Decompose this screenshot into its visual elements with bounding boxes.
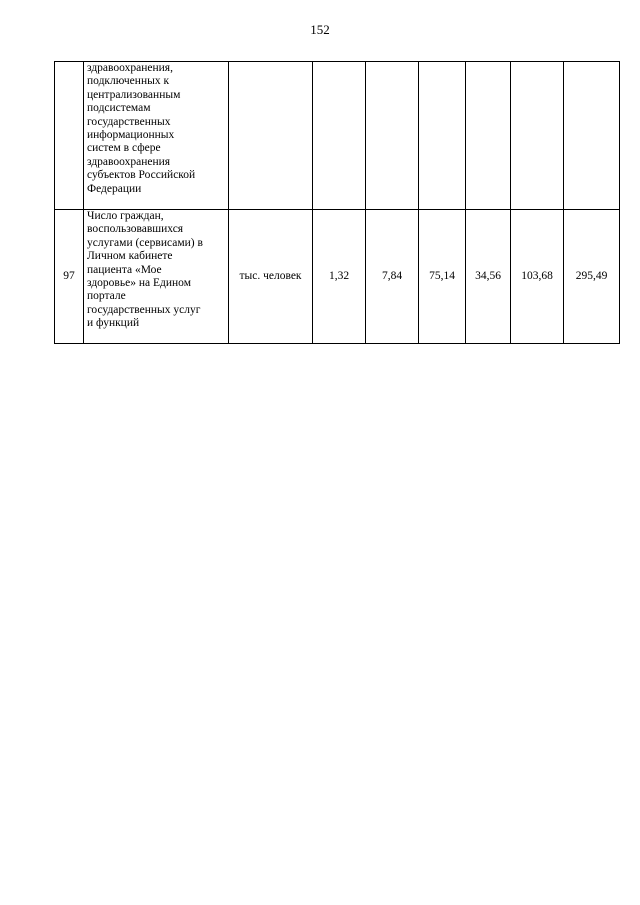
value-cell <box>564 62 620 210</box>
value-cell: 34,56 <box>466 210 511 344</box>
value-cell: 7,84 <box>366 210 419 344</box>
value-cell <box>313 62 366 210</box>
row-number-cell: 97 <box>55 210 84 344</box>
name-line: подключенных к <box>87 75 170 88</box>
name-line: здравоохранения <box>87 155 171 168</box>
name-line: Число граждан, <box>87 210 164 222</box>
value-cell: 1,32 <box>313 210 366 344</box>
name-line: здравоохранения, <box>87 62 173 74</box>
name-line: Личном кабинете <box>87 250 173 263</box>
name-line: информационных <box>87 129 175 142</box>
value-cell <box>366 62 419 210</box>
data-table <box>54 61 620 344</box>
indicator-name-cell <box>84 62 229 210</box>
value-cell <box>419 62 466 210</box>
page-number: 152 <box>310 22 330 37</box>
table-row <box>55 210 620 344</box>
name-line: портале <box>87 290 126 303</box>
name-line: воспользовавшихся <box>87 223 184 236</box>
name-line: пациента «Мое <box>87 263 162 276</box>
name-line: государственных <box>87 115 171 128</box>
unit-cell <box>229 62 313 210</box>
name-line: систем в сфере <box>87 142 161 155</box>
name-line: подсистемам <box>87 102 151 115</box>
name-line: субъектов Российской <box>87 169 196 182</box>
table-row <box>55 62 620 210</box>
name-line: централизованным <box>87 88 181 101</box>
value-cell: 75,14 <box>419 210 466 344</box>
name-line: и функций <box>87 317 140 330</box>
value-cell: 103,68 <box>511 210 564 344</box>
value-cell <box>511 62 564 210</box>
name-line: Федерации <box>87 182 142 195</box>
value-cell <box>466 62 511 210</box>
value-cell: 295,49 <box>564 210 620 344</box>
row-number-cell <box>55 62 84 210</box>
indicator-name-cell <box>84 210 229 344</box>
name-line: здоровье» на Едином <box>87 277 191 290</box>
unit-cell: тыс. человек <box>229 210 313 344</box>
name-line: государственных услуг <box>87 303 201 316</box>
name-line: услугами (сервисами) в <box>87 236 203 249</box>
